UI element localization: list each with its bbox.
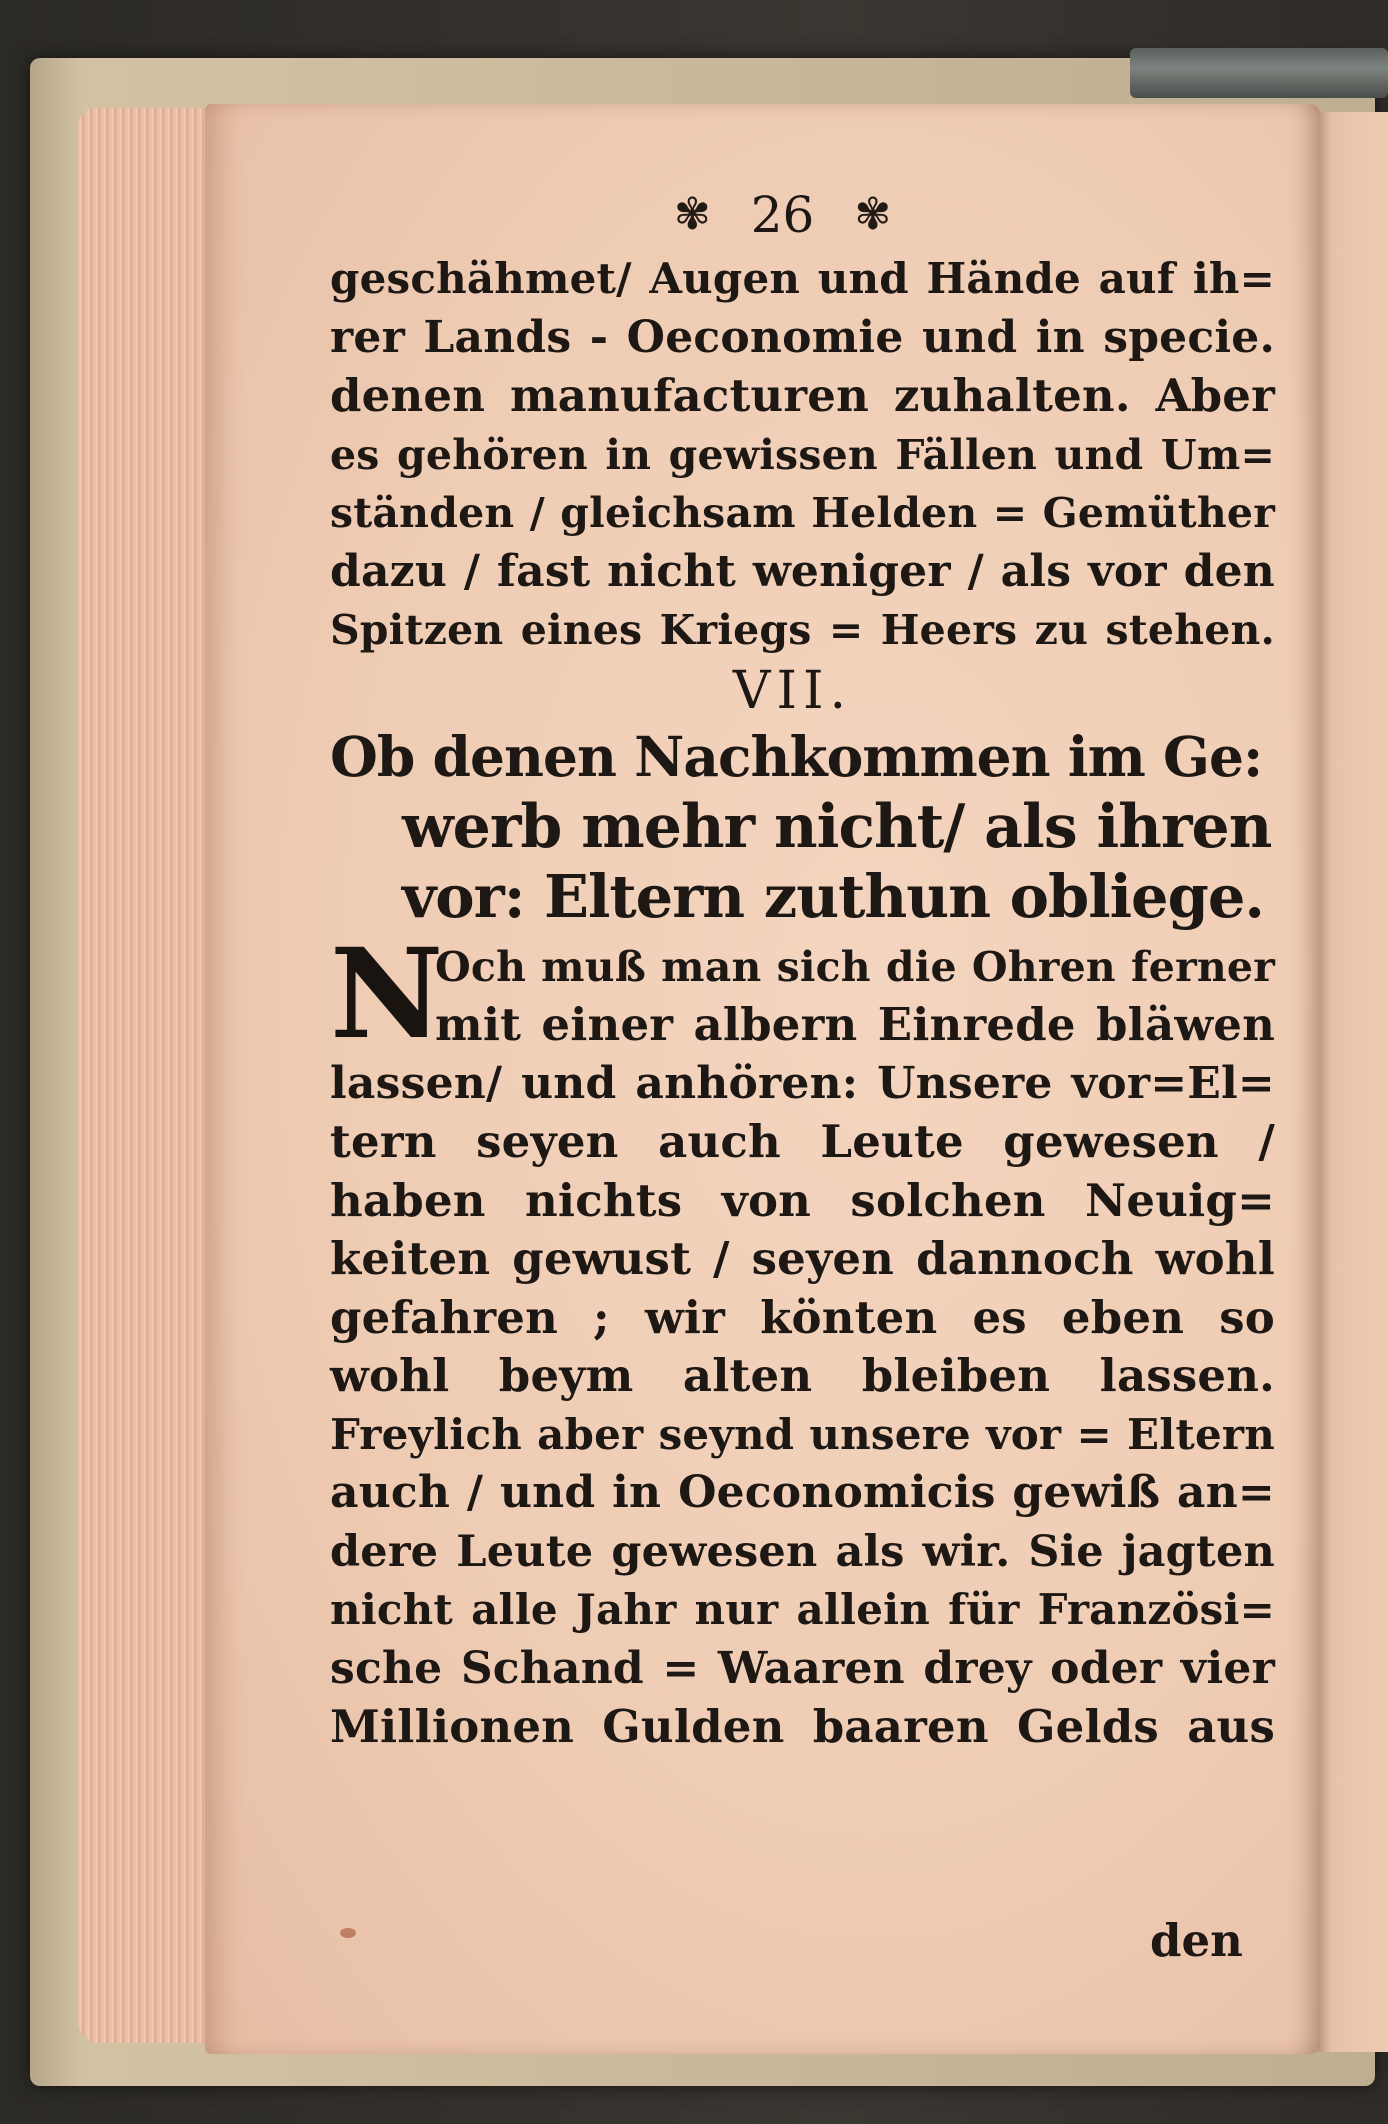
text-line: keiten gewust / seyen dannoch wohl <box>330 1232 1275 1285</box>
text-line: nicht alle Jahr nur allein für Französi= <box>330 1585 1275 1634</box>
floral-ornament-icon: ✾ <box>854 189 892 240</box>
text-line: Och muß man sich die Ohren ferner <box>435 942 1275 991</box>
text-line: lassen/ und anhören: Unsere vor=El= <box>330 1057 1275 1109</box>
text-line: es gehören in gewissen Fällen und Um= <box>330 430 1275 479</box>
text-line: sche Schand = Waaren drey oder vier <box>330 1642 1275 1694</box>
facing-page-edge <box>1318 112 1388 2052</box>
floral-ornament-icon: ✾ <box>673 189 711 240</box>
text-line: Spitzen eines Kriegs = Heers zu stehen. <box>330 606 1275 654</box>
dropcap-lines <box>330 921 1275 1067</box>
section-heading <box>330 722 1275 932</box>
page-text-block <box>330 180 1275 1757</box>
text-line: rer Lands - Oeconomie und in specie. <box>330 311 1275 363</box>
text-line: auch / und in Oeconomicis gewiß an= <box>330 1467 1275 1518</box>
heading-line: werb mehr nicht/ als ihren <box>402 791 1272 862</box>
section-number: VII. <box>732 660 853 721</box>
text-line: haben nichts von solchen Neuig= <box>330 1173 1275 1227</box>
text-line: Millionen Gulden baaren Gelds aus <box>330 1700 1275 1753</box>
top-paragraph <box>330 250 1275 660</box>
heading-line: Ob denen Nachkommen im Ge: <box>330 723 1263 789</box>
text-line: tern seyen auch Leute gewesen / <box>330 1115 1275 1168</box>
text-line: dazu / fast nicht weniger / als vor den <box>330 545 1275 597</box>
text-line: gefahren ; wir könten es eben so <box>330 1290 1275 1344</box>
book-spine-binding <box>1130 48 1388 98</box>
text-line: denen manufacturen zuhalten. Aber <box>330 369 1275 422</box>
text-line: Freylich aber seynd unsere vor = Eltern <box>330 1409 1275 1459</box>
page-number: 26 <box>750 186 815 244</box>
page-header <box>290 180 1275 250</box>
text-line: wohl beym alten bleiben lassen. <box>330 1349 1275 1402</box>
dropcap-initial: N <box>330 921 444 1067</box>
paper-stain <box>340 1928 356 1938</box>
text-line: mit einer albern Einrede bläwen <box>435 998 1275 1051</box>
text-line: ständen / gleichsam Helden = Gemüther <box>330 489 1275 537</box>
body-paragraph <box>330 921 1275 1757</box>
catchword: den <box>1150 1914 1243 1967</box>
text-line: geschähmet/ Augen und Hände auf ih= <box>330 254 1275 303</box>
text-line: dere Leute gewesen als wir. Sie jagten <box>330 1526 1275 1577</box>
heading-line: vor: Eltern zuthun obliege. <box>402 861 1264 931</box>
